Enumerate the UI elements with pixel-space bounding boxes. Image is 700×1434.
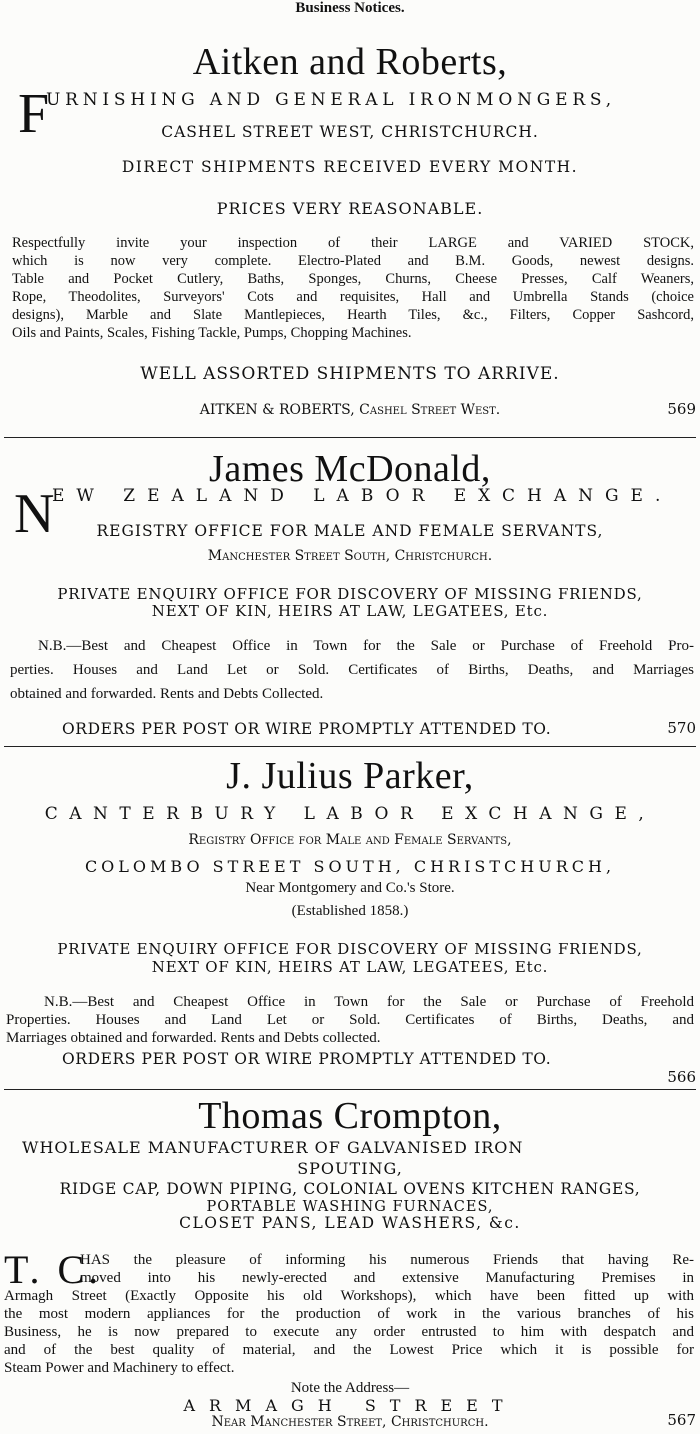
drop-cap: F — [18, 83, 50, 145]
ad-body-line: Properties. Houses and Land Let or Sold. Certificates of Births, Deaths, and — [6, 1012, 694, 1028]
ad-body-line: Marriages obtained and forwarded. Rents and Debts collected. — [6, 1030, 381, 1046]
ad-body-line: N.B.—Best and Cheapest Office in Town for the Sale or Purchase of Freehold Pro- — [38, 638, 694, 654]
ad-title: Aitken and Roberts, — [192, 41, 508, 83]
ad-address: Manchester Street South, Christchurch. — [207, 548, 493, 564]
ad-number: 570 — [667, 719, 696, 737]
ad-body-line: obtained and forwarded. Rents and Debts Collected. — [10, 686, 324, 702]
ad-body-line: Steam Power and Machinery to effect. — [4, 1360, 235, 1376]
ad-orders: ORDERS PER POST OR WIRE PROMPTLY ATTENDED TO. — [62, 720, 552, 738]
section-header: Business Notices. — [295, 0, 405, 16]
ad-body-line: HAS the pleasure of informing his numerous Friends that having Re- — [80, 1252, 694, 1268]
drop-cap: T. C. — [4, 1247, 103, 1292]
ad-body-line: designs), Marble and Slate Mantlepieces, Hearth Tiles, &c., Filters, Copper Sashcord, — [12, 307, 694, 323]
ad-trade: PORTABLE WASHING FURNACES, — [206, 1199, 494, 1215]
ad-body-line: Table and Pocket Cutlery, Baths, Sponges, Churns, Cheese Presses, Calf Weaners, — [12, 271, 694, 287]
ad-body-line: perties. Houses and Land Let or Sold. Certificates of Births, Deaths, and Marriages — [10, 662, 694, 678]
ad-trade: SPOUTING, — [297, 1159, 403, 1178]
ad-signature: AITKEN & ROBERTS, Cashel Street West. — [199, 402, 501, 418]
ad-enquiry: NEXT OF KIN, HEIRS AT LAW, LEGATEES, Etc. — [151, 958, 549, 976]
ad-body-line: the most modern appliances for the production of work in the various branches of his — [4, 1306, 694, 1322]
divider — [4, 746, 696, 747]
ad-enquiry: PRIVATE ENQUIRY OFFICE FOR DISCOVERY OF MISSING FRIENDS, — [57, 585, 643, 603]
ad-trade: EW ZEALAND LABOR EXCHANGE. — [52, 486, 673, 506]
ad-near: Near Montgomery and Co.'s Store. — [245, 880, 455, 896]
ad-title: J. Julius Parker, — [226, 755, 474, 797]
ad-orders: ORDERS PER POST OR WIRE PROMPTLY ATTENDED TO. — [62, 1050, 552, 1068]
ad-title: Thomas Crompton, — [198, 1095, 502, 1137]
ad-body-line: Rope, Theodolites, Surveyors' Cots and requisites, Hall and Umbrella Stands (choice — [12, 289, 694, 305]
ad-trade: CLOSET PANS, LEAD WASHERS, &c. — [179, 1214, 521, 1232]
ad-street: ARMAGH STREET — [183, 1396, 517, 1415]
ad-established: (Established 1858.) — [291, 903, 409, 919]
ad-body-line: moved into his newly-erected and extensive Manufacturing Premises in — [80, 1270, 694, 1286]
divider — [4, 1089, 696, 1090]
ad-address: CASHEL STREET WEST, CHRISTCHURCH. — [161, 123, 539, 141]
drop-cap: N — [14, 483, 55, 545]
ad-number: 566 — [667, 1068, 696, 1086]
ad-body-line: N.B.—Best and Cheapest Office in Town for the Sale or Purchase of Freehold — [44, 994, 694, 1010]
ad-line: DIRECT SHIPMENTS RECEIVED EVERY MONTH. — [121, 158, 579, 176]
ad-trade: RIDGE CAP, DOWN PIPING, COLONIAL OVENS KITCHEN RANGES, — [59, 1180, 641, 1198]
ad-body-line: Respectfully invite your inspection of their LARGE and VARIED STOCK, — [12, 235, 694, 251]
ad-number: 567 — [667, 1411, 696, 1429]
ad-address: COLOMBO STREET SOUTH, CHRISTCHURCH, — [84, 857, 616, 876]
ad-near: Near Manchester Street, Christchurch. — [211, 1414, 489, 1430]
ad-enquiry: NEXT OF KIN, HEIRS AT LAW, LEGATEES, Etc. — [151, 602, 549, 620]
ad-line: Registry Office for Male and Female Servants, — [188, 832, 512, 848]
ad-body-line: Oils and Paints, Scales, Fishing Tackle, Pumps, Chopping Machines. — [12, 325, 412, 341]
ad-trade: WHOLESALE MANUFACTURER OF GALVANISED IRON — [22, 1138, 524, 1157]
ad-title: James McDonald, — [209, 448, 491, 490]
divider — [4, 437, 696, 438]
ad-number: 569 — [667, 400, 696, 418]
ad-note: Note the Address— — [290, 1380, 410, 1396]
ad-line: WELL ASSORTED SHIPMENTS TO ARRIVE. — [140, 364, 560, 384]
ad-enquiry: PRIVATE ENQUIRY OFFICE FOR DISCOVERY OF MISSING FRIENDS, — [57, 940, 643, 958]
ad-line: REGISTRY OFFICE FOR MALE AND FEMALE SERVANTS, — [96, 522, 604, 540]
ad-body-line: Armagh Street (Exactly Opposite his old Workshops), which have been fitted up with — [4, 1288, 694, 1304]
ad-body-line: and of the best quality of material, and the Lowest Price which it is possible for — [4, 1342, 694, 1358]
ad-line: PRICES VERY REASONABLE. — [216, 199, 484, 218]
ad-body-line: Business, he is now prepared to execute any order entrusted to him with despatch and — [4, 1324, 694, 1340]
ad-body-line: which is now very complete. Electro-Plated and B.M. Goods, newest designs. — [12, 253, 694, 269]
ad-trade: URNISHING AND GENERAL IRONMONGERS, — [46, 90, 616, 110]
ad-trade: CANTERBURY LABOR EXCHANGE, — [44, 804, 656, 824]
